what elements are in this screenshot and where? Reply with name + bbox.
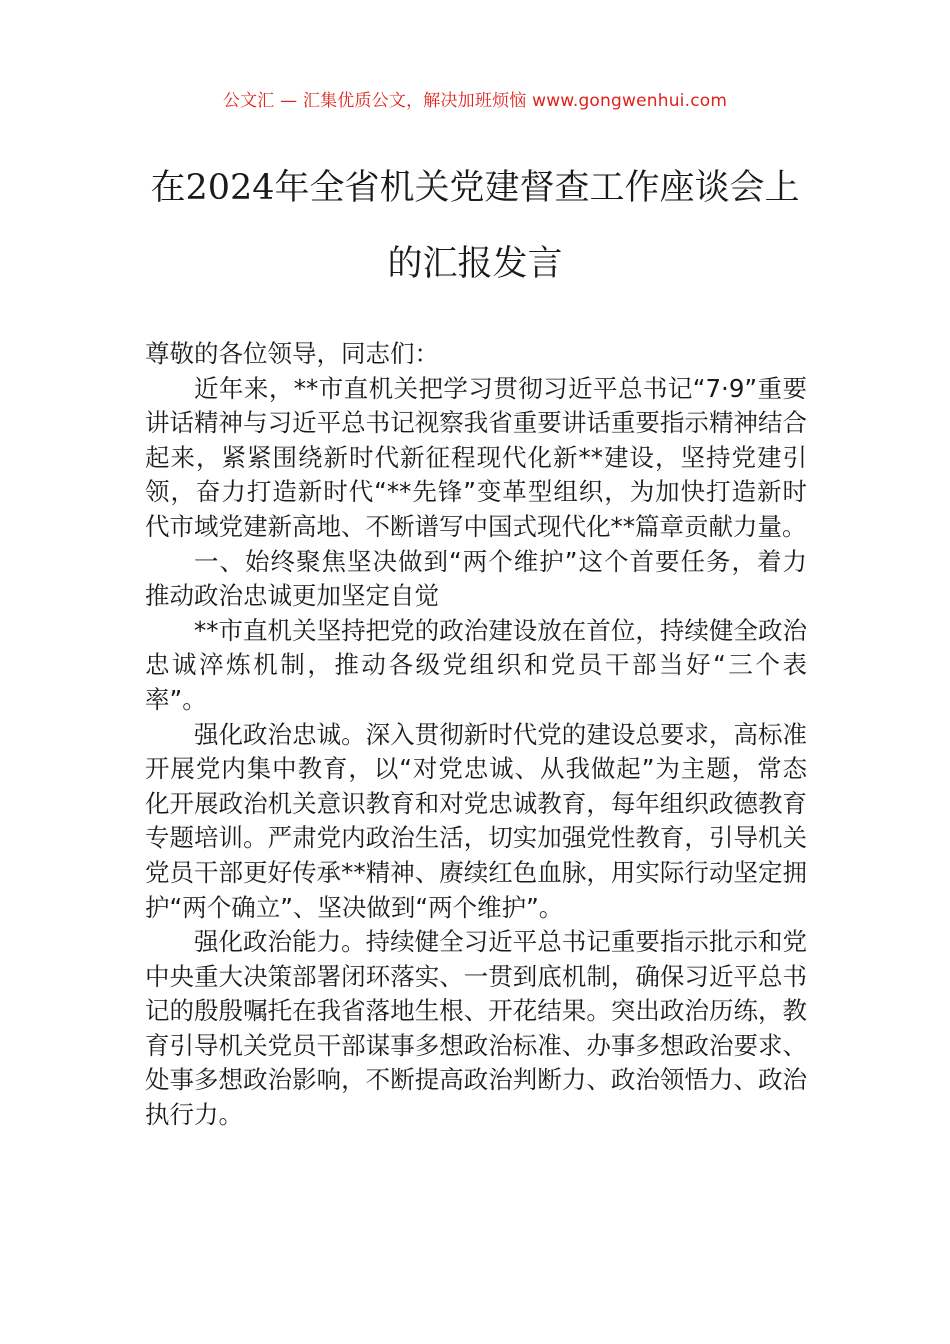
document-body bbox=[145, 337, 807, 1133]
paragraph-political-capacity: 强化政治能力。持续健全习近平总书记重要指示批示和党中央重大决策部署闭环落实、一贯到底机制，确保习近平总书记的殷殷嘱托在我省落地生根、开花结果。突出政治历练，教育引导机关党员干部谋事多想政治标准、办事多想政治要求、处事多想政治影响，不断提高政治判断力、政治领悟力、政治执行力。 bbox=[145, 927, 807, 1130]
header-banner[interactable]: 公文汇 — 汇集优质公文，解决加班烦恼 www.gongwenhui.com bbox=[222, 91, 728, 111]
title-line-1: 在2024年全省机关党建督查工作座谈会上 bbox=[150, 168, 800, 208]
paragraph-political-loyalty: 强化政治忠诚。深入贯彻新时代党的建设总要求，高标准开展党内集中教育，以“对党忠诚、从我做起”为主题，常态化开展政治机关意识教育和对党忠诚教育，每年组织政德教育专题培训。严肃党内政治生活，切实加强党性教育，引导机关党员干部更好传承**精神、赓续红色血脉，用实际行动坚定拥护“两个确立”、坚决做到“两个维护”。 bbox=[145, 719, 807, 922]
title-line-2: 的汇报发言 bbox=[387, 244, 563, 284]
salutation: 尊敬的各位领导，同志们： bbox=[145, 339, 439, 368]
paragraph-section-1-intro: **市直机关坚持把党的政治建设放在首位，持续健全政治忠诚淬炼机制，推动各级党组织和党员干部当好“三个表率”。 bbox=[145, 615, 807, 714]
section-heading-1: 一、始终聚焦坚决做到“两个维护”这个首要任务，着力推动政治忠诚更加坚定自觉 bbox=[145, 546, 807, 611]
document-title bbox=[110, 150, 840, 302]
paragraph-intro: 近年来，**市直机关把学习贯彻习近平总书记“7·9”重要讲话精神与习近平总书记视察我省重要讲话重要指示精神结合起来，紧紧围绕新时代新征程现代化新**建设，坚持党建引领，奋力打造新时代“**先锋”变革型组织，为加快打造新时代市域党建新高地、不断谱写中国式现代化**篇章贡献力量。 bbox=[145, 373, 807, 541]
